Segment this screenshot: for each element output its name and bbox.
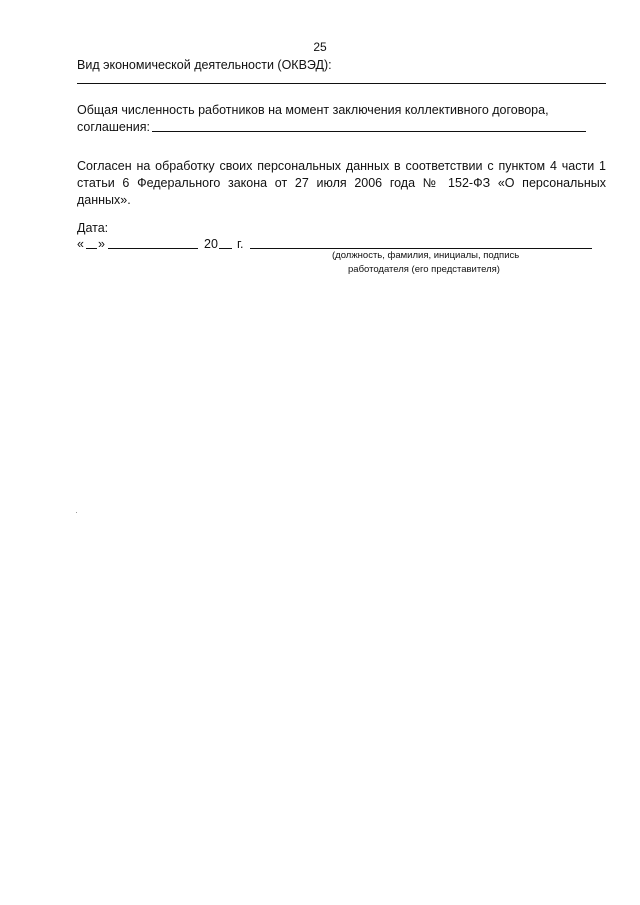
consent-line-1: Согласен на обработку своих персональных данных в соответствии с пунктом 4 части 1 — [77, 159, 606, 173]
date-open-quote: « — [77, 237, 84, 251]
date-label: Дата: — [77, 221, 109, 235]
date-year-suffix: г. — [237, 237, 244, 251]
okved-field-line[interactable] — [77, 83, 606, 84]
date-month-field[interactable] — [108, 248, 198, 249]
okved-label: Вид экономической деятельности (ОКВЭД): — [77, 58, 332, 72]
employees-label-line2: соглашения: — [77, 120, 150, 134]
page-number: 25 — [313, 40, 327, 54]
consent-line-2: статьи 6 Федерального закона от 27 июля 2006 года № 152-ФЗ «О персональных — [77, 176, 606, 190]
date-year-field[interactable] — [219, 248, 232, 249]
employees-label-line1: Общая численность работников на момент заключения коллективного договора, — [77, 103, 549, 117]
date-year-prefix: 20 — [204, 237, 218, 251]
signature-caption-line2: работодателя (его представителя) — [348, 264, 500, 275]
scan-speck — [76, 512, 77, 513]
consent-paragraph — [77, 158, 606, 209]
signature-caption-line1: (должность, фамилия, инициалы, подпись — [332, 250, 520, 261]
consent-line-3: данных». — [77, 193, 131, 207]
employees-field-line[interactable] — [152, 131, 586, 132]
date-close-quote: » — [98, 237, 105, 251]
date-day-field[interactable] — [86, 248, 97, 249]
